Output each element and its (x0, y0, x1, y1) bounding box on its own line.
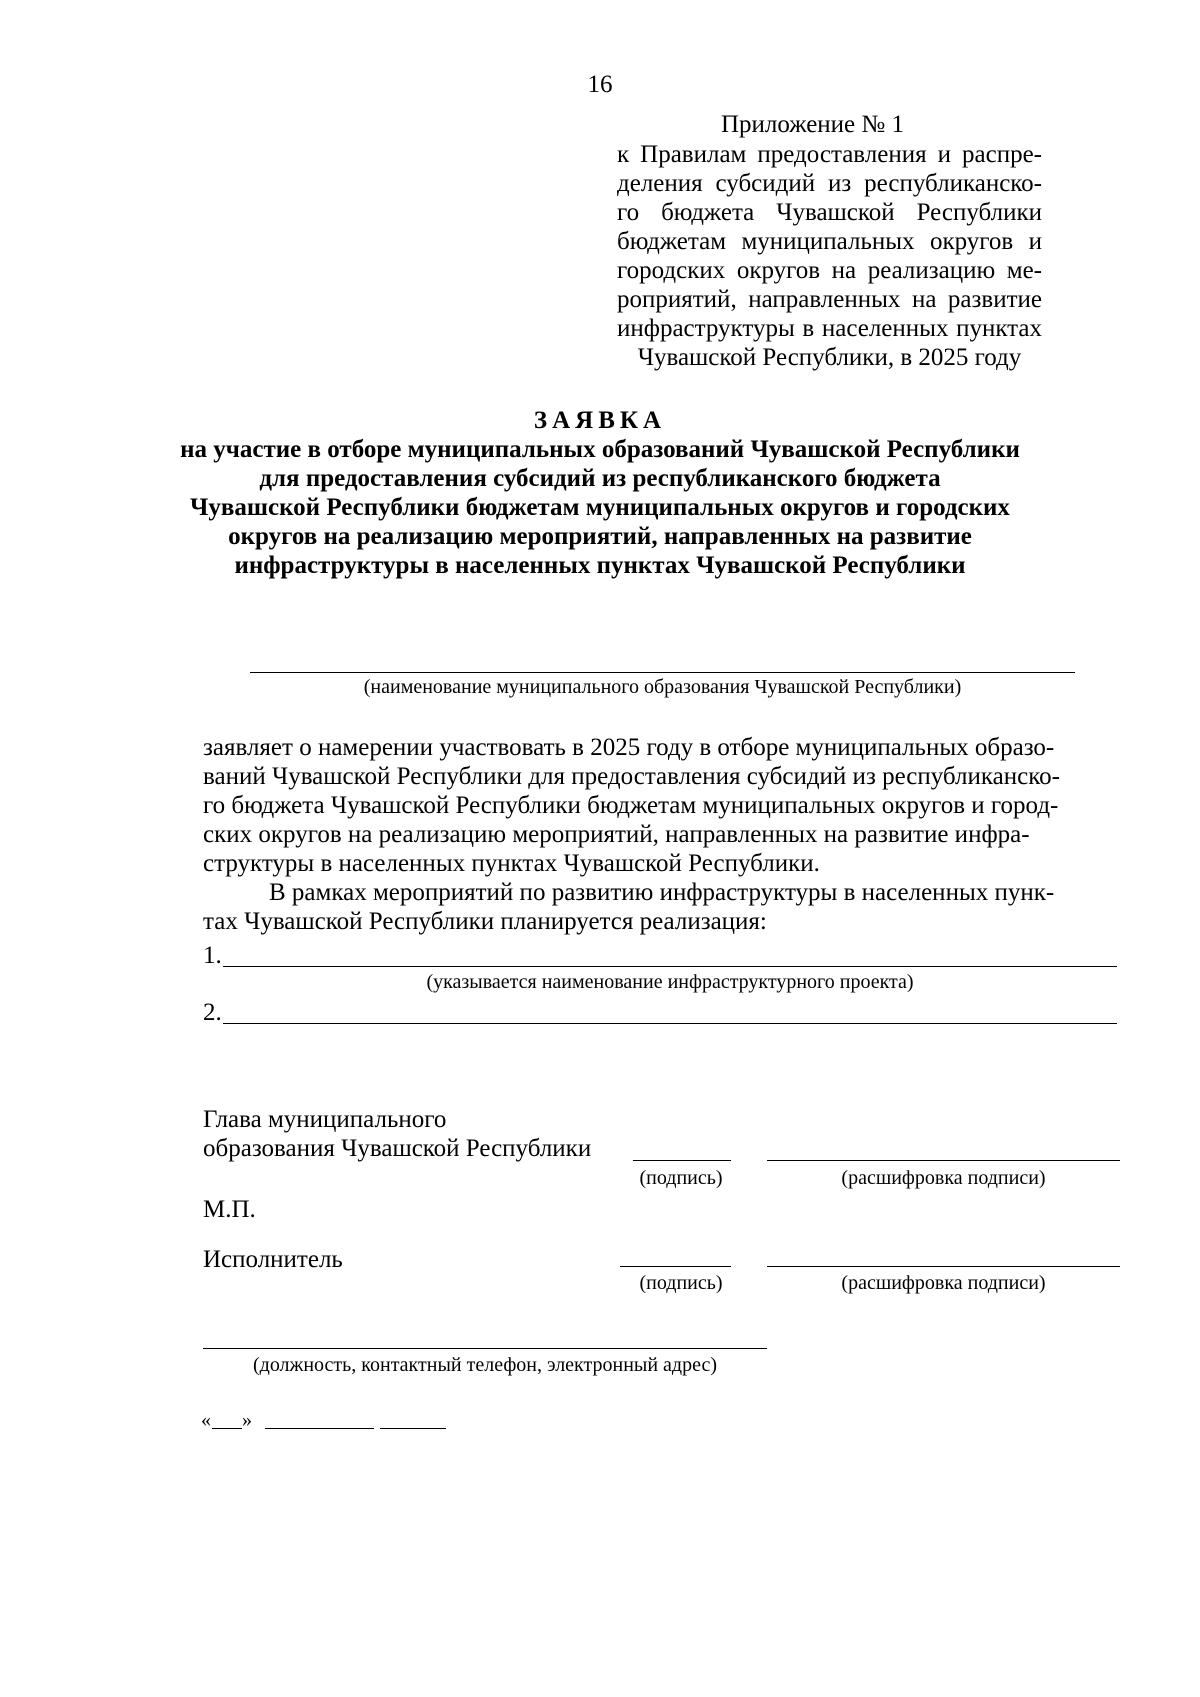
head-title-line-1: Глава муниципального (203, 1106, 447, 1133)
date-day-line[interactable] (212, 1428, 242, 1429)
executor-label: Исполнитель (203, 1246, 343, 1273)
page-number: 16 (587, 71, 613, 98)
paragraph-line: структуры в населенных пунктах Чувашской Республики. (203, 850, 820, 877)
project-item-2-number: 2. (203, 999, 222, 1026)
head-title-line-2: образования Чувашской Республики (203, 1135, 592, 1162)
project-item-1-line[interactable] (223, 966, 1117, 967)
municipality-name-caption: (наименование муниципального образования Чувашской Республики) (363, 676, 962, 698)
head-decoding-line[interactable] (767, 1160, 1120, 1161)
municipality-name-line[interactable] (250, 672, 1075, 673)
project-item-2-line[interactable] (223, 1023, 1117, 1024)
head-signature-line[interactable] (633, 1160, 731, 1161)
appendix-line: Чувашской Республики, в 2025 году (637, 344, 1022, 371)
appendix-line: го бюджета Чувашской Республики (617, 199, 1042, 226)
appendix-line: к Правилам предоставления и распре- (617, 141, 1042, 168)
date-year-line[interactable] (380, 1428, 446, 1429)
executor-decoding-caption: (расшифровка подписи) (841, 1272, 1046, 1294)
contact-line[interactable] (203, 1348, 767, 1349)
paragraph-line: ваний Чувашской Республики для предоставления субсидий из республиканско- (203, 763, 1060, 790)
paragraph-line: В рамках мероприятий по развитию инфраструктуры в населенных пунк- (269, 879, 1055, 906)
document-title: ЗАЯВКА (533, 407, 667, 434)
project-name-caption: (указывается наименование инфраструктурного проекта) (426, 971, 914, 993)
subtitle-line: Чувашской Республики бюджетам муниципальных округов и городских (190, 494, 1010, 521)
executor-decoding-line[interactable] (767, 1266, 1120, 1267)
contact-caption: (должность, контактный телефон, электронный адрес) (252, 1354, 718, 1376)
appendix-reference (617, 140, 1042, 372)
head-signature-caption: (подпись) (639, 1167, 723, 1189)
subtitle-line: инфраструктуры в населенных пунктах Чувашской Республики (234, 552, 966, 579)
appendix-title: Приложение № 1 (720, 111, 905, 138)
executor-signature-caption: (подпись) (639, 1272, 723, 1294)
subtitle-line: для предоставления субсидий из республиканского бюджета (259, 465, 941, 492)
paragraph-plan (203, 878, 1055, 936)
paragraph-line: тах Чувашской Республики планируется реализация: (203, 908, 767, 935)
paragraph-line: заявляет о намерении участвовать в 2025 году в отборе муниципальных образо- (203, 734, 1055, 761)
document-subtitle (0, 435, 1200, 580)
head-decoding-caption: (расшифровка подписи) (841, 1167, 1046, 1189)
project-item-1-number: 1. (203, 942, 222, 969)
date-close-quote: » (242, 1409, 252, 1431)
appendix-line: бюджетам муниципальных округов и (617, 228, 1042, 255)
paragraph-intent (203, 733, 1060, 878)
appendix-line: инфраструктуры в населенных пунктах (617, 315, 1042, 342)
date-open-quote: « (201, 1409, 211, 1431)
appendix-line: деления субсидий из республиканско- (617, 170, 1042, 197)
appendix-line: роприятий, направленных на развитие (617, 286, 1042, 313)
seal-mark: М.П. (203, 1196, 256, 1223)
subtitle-line: на участие в отборе муниципальных образований Чувашской Республики (180, 436, 1020, 463)
date-month-line[interactable] (265, 1428, 374, 1429)
subtitle-line: округов на реализацию мероприятий, направленных на развитие (228, 523, 972, 550)
executor-signature-line[interactable] (620, 1266, 731, 1267)
appendix-line: городских округов на реализацию ме- (617, 257, 1042, 284)
paragraph-line: го бюджета Чувашской Республики бюджетам муниципальных округов и город- (203, 792, 1059, 819)
paragraph-line: ских округов на реализацию мероприятий, направленных на развитие инфра- (203, 821, 1030, 848)
